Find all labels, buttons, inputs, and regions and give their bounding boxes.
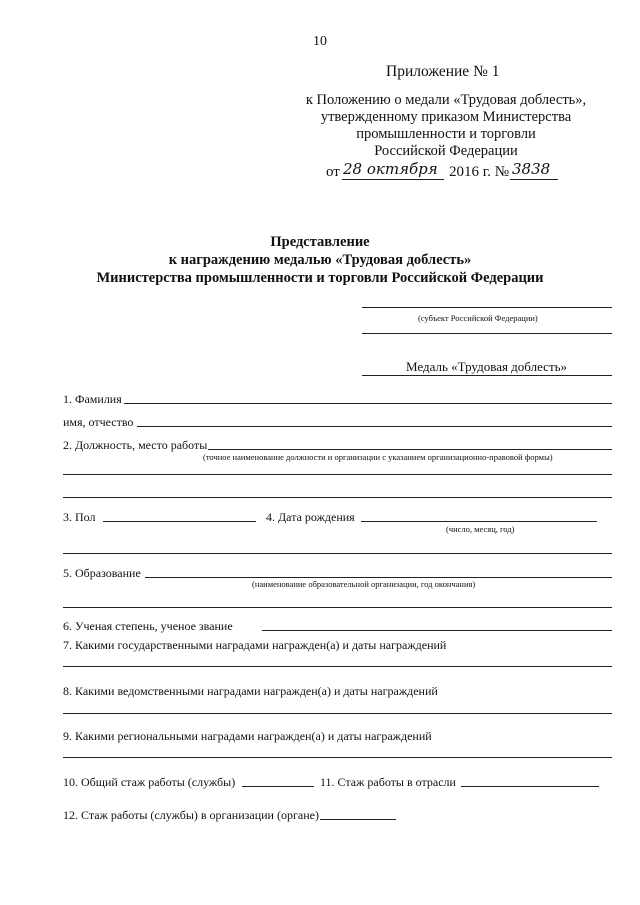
approval-line-3: промышленности и торговли (356, 126, 536, 142)
from-prefix: от (326, 164, 340, 180)
field-departmental-awards-line[interactable] (63, 713, 612, 714)
field-position-note: (точное наименование должности и организации с указанием организационно-правовой формы) (203, 452, 553, 462)
field-education-note: (наименование образовательной организации, год окончания) (252, 579, 476, 589)
field-position-line-3[interactable] (63, 497, 612, 498)
subject-line[interactable] (362, 307, 612, 308)
document-title-1: Представление (270, 234, 370, 250)
field-departmental-awards-label: 8. Какими ведомственными наградами награжден(а) и даты награждений (63, 684, 438, 698)
handwritten-order-number: 3838 (512, 160, 551, 178)
field-sex-line[interactable] (103, 521, 256, 522)
field-name-label: имя, отчество (63, 415, 134, 429)
field-position-line-2[interactable] (63, 474, 612, 475)
approval-line-4: Российской Федерации (374, 143, 518, 159)
field-state-awards-line[interactable] (63, 666, 612, 667)
appendix-heading: Приложение № 1 (386, 63, 500, 80)
approval-line-1: к Положению о медали «Трудовая доблесть», (305, 92, 587, 108)
field-total-experience-line[interactable] (242, 786, 314, 787)
field-education-line-2[interactable] (63, 607, 612, 608)
medal-label: Медаль «Трудовая доблесть» (406, 359, 568, 374)
year-text: 2016 г. № (449, 164, 510, 180)
field-name-line[interactable] (137, 426, 612, 427)
field-industry-experience-line[interactable] (461, 786, 599, 787)
field-degree-label: 6. Ученая степень, ученое звание (63, 619, 233, 633)
field-regional-awards-label: 9. Какими региональными наградами награжден(а) и даты награждений (63, 729, 432, 743)
subject-line-2[interactable] (362, 333, 612, 334)
field-org-experience-line[interactable] (320, 819, 396, 820)
field-birthdate-label: 4. Дата рождения (266, 510, 355, 524)
field-surname-label: 1. Фамилия (63, 392, 122, 406)
approval-line-2: утвержденному приказом Министерства (320, 109, 572, 125)
field-education-label: 5. Образование (63, 566, 141, 580)
subject-caption: (субъект Российской Федерации) (418, 313, 538, 323)
handwritten-date: 28 октября (343, 160, 438, 178)
field-birthdate-line[interactable] (361, 521, 597, 522)
field-birthdate-note: (число, месяц, год) (446, 524, 515, 534)
medal-line (362, 375, 612, 376)
field-surname-line[interactable] (124, 403, 612, 404)
date-underline (342, 179, 444, 180)
order-number-underline (510, 179, 558, 180)
field-state-awards-label: 7. Какими государственными наградами награжден(а) и даты награждений (63, 638, 447, 652)
field-degree-line[interactable] (262, 630, 612, 631)
document-title-3: Министерства промышленности и торговли Российской Федерации (96, 270, 544, 286)
field-position-line[interactable] (208, 449, 612, 450)
field-birthdate-line-2[interactable] (63, 553, 612, 554)
field-total-experience-label: 10. Общий стаж работы (службы) (63, 775, 236, 789)
field-sex-label: 3. Пол (63, 510, 96, 524)
field-education-line[interactable] (145, 577, 612, 578)
field-position-label: 2. Должность, место работы (63, 438, 208, 452)
field-industry-experience-label: 11. Стаж работы в отрасли (320, 775, 456, 789)
field-regional-awards-line[interactable] (63, 757, 612, 758)
page-number: 10 (313, 34, 327, 49)
document-title-2: к награждению медалью «Трудовая доблесть» (168, 252, 472, 268)
field-org-experience-label: 12. Стаж работы (службы) в организации (органе) (63, 808, 319, 822)
